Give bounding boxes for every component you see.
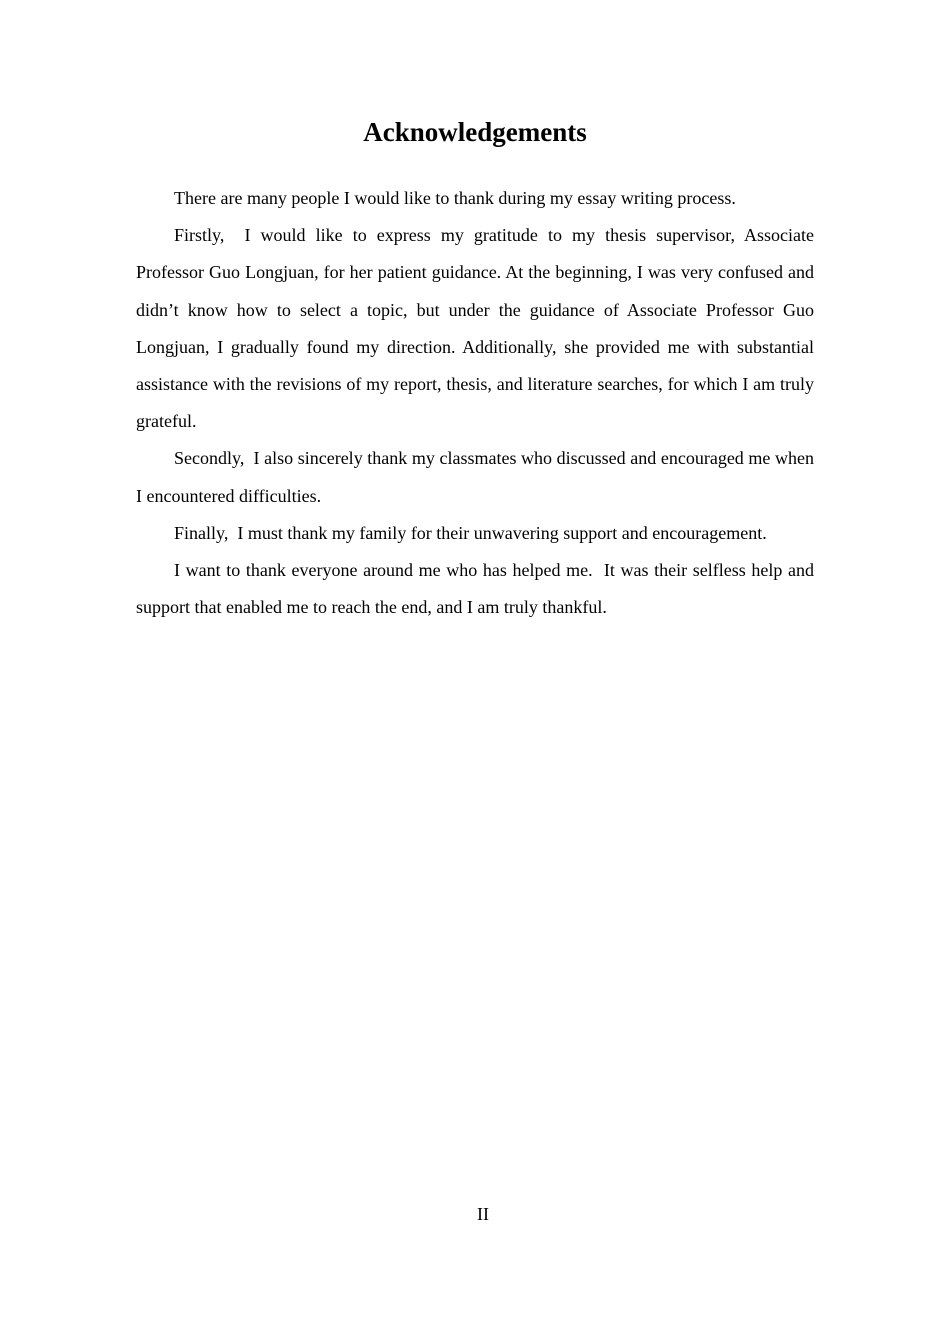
paragraph-supervisor: Firstly, I would like to express my gratitude to my thesis supervisor, Associate Professor Guo Longjuan, for her patient guidance. At the beginning, I was very confused and didn’t know how to select a topic, but under the guidance of Associate Professor Guo Longjuan, I gradually found my direction. Additionally, she provided me with substantial assistance with the revisions of my report, thesis, and literature searches, for which I am truly grateful. — [136, 225, 819, 432]
page-number: II — [477, 1204, 489, 1224]
paragraph-intro: There are many people I would like to thank during my essay writing process. — [174, 188, 736, 208]
page-title: Acknowledgements — [363, 117, 587, 147]
paragraph-classmates: Secondly, I also sincerely thank my classmates who discussed and encouraged me when I encountered difficulties. — [136, 448, 819, 506]
paragraph-everyone: I want to thank everyone around me who has helped me. It was their selfless help and support that enabled me to reach the end, and I am truly thankful. — [136, 560, 819, 618]
acknowledgements-body — [136, 180, 819, 626]
paragraph-family: Finally, I must thank my family for their unwavering support and encouragement. — [174, 522, 767, 543]
